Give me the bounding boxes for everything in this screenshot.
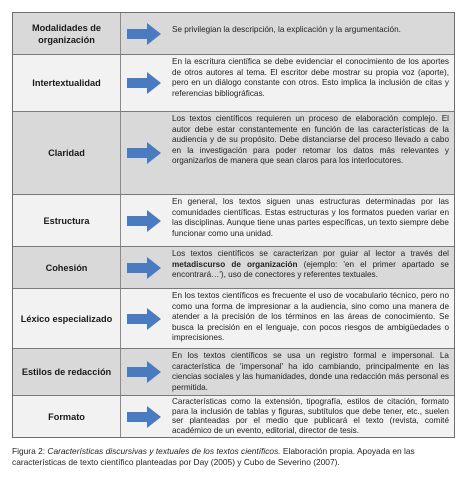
row-term: Intertextualidad: [13, 55, 121, 111]
row-description: Los textos científicos requieren un proceso de elaboración complejo. El autor debe estar constantemente en función de las características de la audiencia y de su propósito. Debe distanciarse del proceso llevado a cabo en la investigación para poder retomar los datos más relevantes y organizarlos de manera que sean claros para los interlocutores.: [167, 112, 454, 194]
row-term: Estilos de redacción: [13, 349, 121, 395]
arrow-cell: [121, 55, 168, 111]
arrow-cell: [121, 349, 168, 395]
row-term: Modalidades de organización: [13, 13, 121, 54]
desc-bold-term: metadiscurso de organización: [172, 259, 298, 269]
table-row: [13, 396, 454, 437]
row-description: En los textos científicos es frecuente el uso de vocabulario técnico, pero no como una forma de impresionar a la audiencia, sino como una manera de atender a la precisión de los términos en las áreas de conocimiento. Se busca la precisión en el lenguaje, con pocos riesgos de ambigüedades o imprecisiones.: [167, 289, 454, 348]
row-term: Claridad: [13, 112, 121, 194]
desc-text: (ejemplo: 'en el primer apartado se encontrará…'), uso de conectores y referentes textuales.: [172, 259, 449, 280]
row-description: En la escritura científica se debe evidenciar el conocimiento de los aportes de otros autores al tema. El escritor debe mostrar su propia voz (aporte), pero en un diálogo constante con otros. Esto implica la inclusión de citas y referencias bibliográficas.: [167, 55, 454, 111]
arrow-cell: [121, 195, 168, 246]
row-term: Léxico especializado: [13, 289, 121, 348]
row-description: [167, 247, 454, 288]
table-row: [13, 112, 454, 195]
desc-text: Los textos científicos se caracterizan por guiar al lector a través del: [172, 249, 449, 258]
right-arrow-icon: [127, 257, 161, 279]
right-arrow-icon: [127, 23, 161, 45]
row-term: Formato: [13, 396, 121, 437]
row-description: En general, los textos siguen unas estructuras determinadas por las comunidades científicas. Estas estructuras y los formatos pueden variar en las disciplinas. Aunque tiene unas partes específicas, un texto siempre debe funcionar como una unidad.: [167, 195, 454, 246]
arrow-cell: [121, 112, 168, 194]
arrow-cell: [121, 289, 168, 348]
table-row: [13, 13, 454, 55]
characteristics-table: [12, 12, 455, 438]
figure-caption: [12, 446, 455, 468]
arrow-cell: [121, 247, 168, 288]
arrow-cell: [121, 13, 168, 54]
right-arrow-icon: [127, 308, 161, 330]
row-description: En los textos científicos se usa un registro formal e impersonal. La característica de 'impersonal' ha ido cambiando, principalmente en las ciencias sociales y las humanidades, donde una redacción más personal es permitida.: [167, 349, 454, 395]
row-description: Características como la extensión, tipografía, estilos de citación, formato para la inclusión de tablas y figuras, subtítulos que debe tener, etc., suelen ser planteadas por el medio que publicará el texto (revista, comité académico de un evento, editorial, director de tesis.: [167, 396, 454, 437]
caption-title: Características discursivas y textuales de los textos científicos.: [47, 446, 281, 456]
table-row: [13, 55, 454, 112]
right-arrow-icon: [127, 210, 161, 232]
row-term: Estructura: [13, 195, 121, 246]
right-arrow-icon: [127, 72, 161, 94]
right-arrow-icon: [127, 361, 161, 383]
table-row: [13, 289, 454, 349]
right-arrow-icon: [127, 142, 161, 164]
right-arrow-icon: [127, 406, 161, 428]
row-description: Se privilegian la descripción, la explicación y la argumentación.: [167, 13, 454, 54]
row-term: Cohesión: [13, 247, 121, 288]
caption-label: Figura 2:: [12, 446, 48, 456]
arrow-cell: [121, 396, 168, 437]
table-row: [13, 349, 454, 396]
table-row: [13, 195, 454, 247]
caption-text: Elaboración propia. Apoyada en las características de texto científico planteadas por Day (2005) y Cubo de Severino (2007).: [12, 446, 415, 467]
table-row: [13, 247, 454, 289]
